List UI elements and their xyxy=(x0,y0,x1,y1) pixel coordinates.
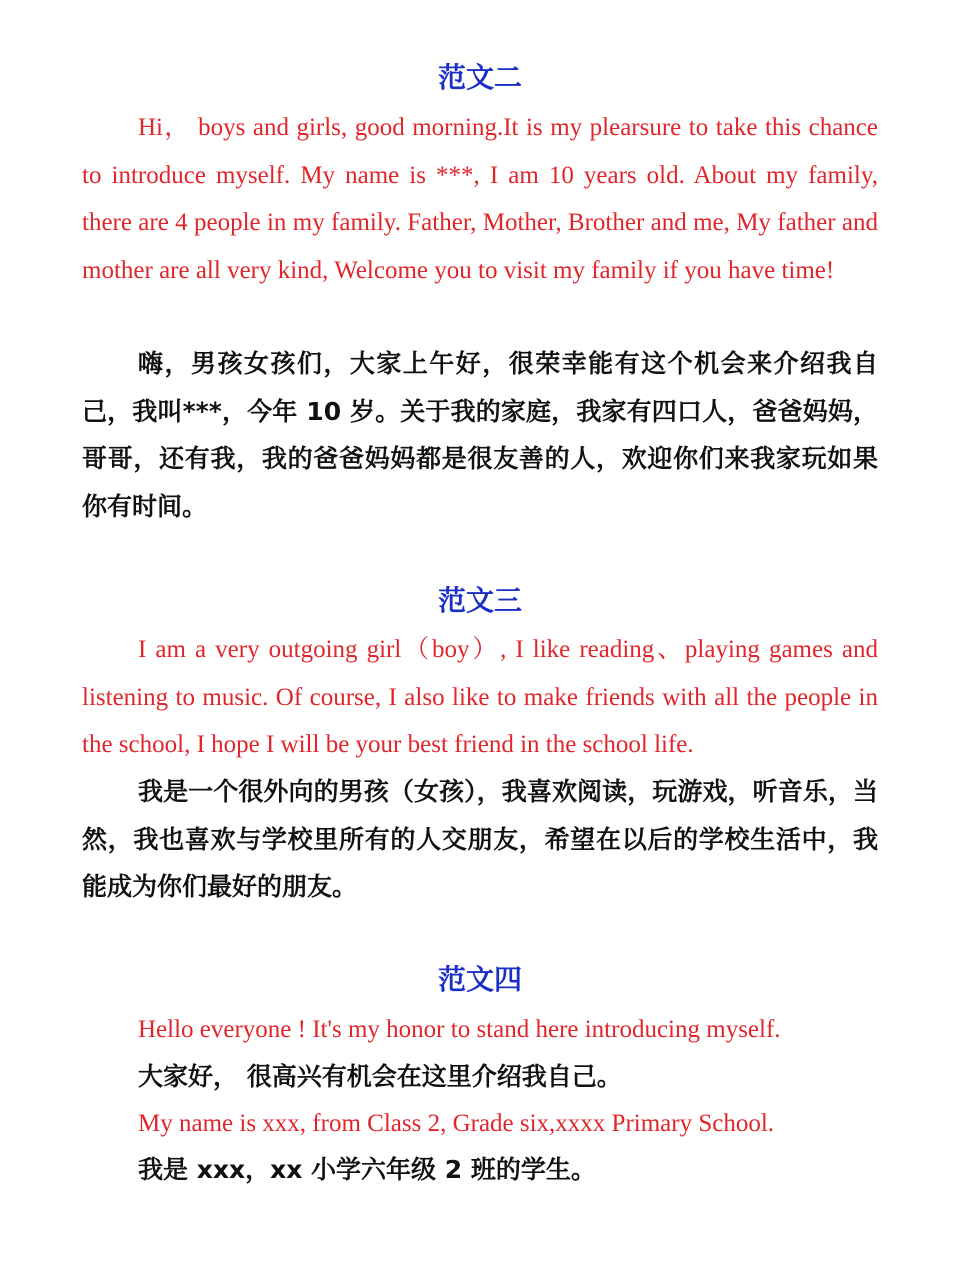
section-4-chinese-line-2: 我是 xxx，xx 小学六年级 2 班的学生。 xyxy=(138,1155,596,1184)
section-title-2: 范文二 xyxy=(437,61,522,94)
section-3-english-paragraph: I am a very outgoing girl（boy）, I like reading、playing games and listening to music. Of course, I also like to make friends with all the people in the school, I hope I will be your best friend in the school life. xyxy=(82,636,878,758)
section-2-chinese-paragraph: 嗨，男孩女孩们，大家上午好，很荣幸能有这个机会来介绍我自己，我叫***，今年 10 岁。关于我的家庭，我家有四口人，爸爸妈妈，哥哥，还有我，我的爸爸妈妈都是很友善的人，欢迎你们来我家玩如果你有时间。 xyxy=(82,349,878,521)
section-4-english-line-2: My name is xxx, from Class 2, Grade six,xxxx Primary School. xyxy=(138,1110,775,1137)
section-4-chinese-line-1: 大家好， 很高兴有机会在这里介绍我自己。 xyxy=(138,1062,622,1091)
section-2-english-paragraph: Hi， boys and girls, good morning.It is my plearsure to take this chance to introduce myself. My name is ***, I am 10 years old. About my family, there are 4 people in my family. Father, Mother, Brother and me, My father and mother are all very kind, Welcome you to visit my family if you have time! xyxy=(82,114,878,284)
section-title-4: 范文四 xyxy=(437,963,522,996)
section-title-3: 范文三 xyxy=(437,584,522,617)
section-3-chinese-paragraph: 我是一个很外向的男孩（女孩），我喜欢阅读，玩游戏，听音乐，当然，我也喜欢与学校里所有的人交朋友，希望在以后的学校生活中，我能成为你们最好的朋友。 xyxy=(82,777,878,901)
section-4-english-line-1: Hello everyone ! It's my honor to stand here introducing myself. xyxy=(138,1016,781,1043)
